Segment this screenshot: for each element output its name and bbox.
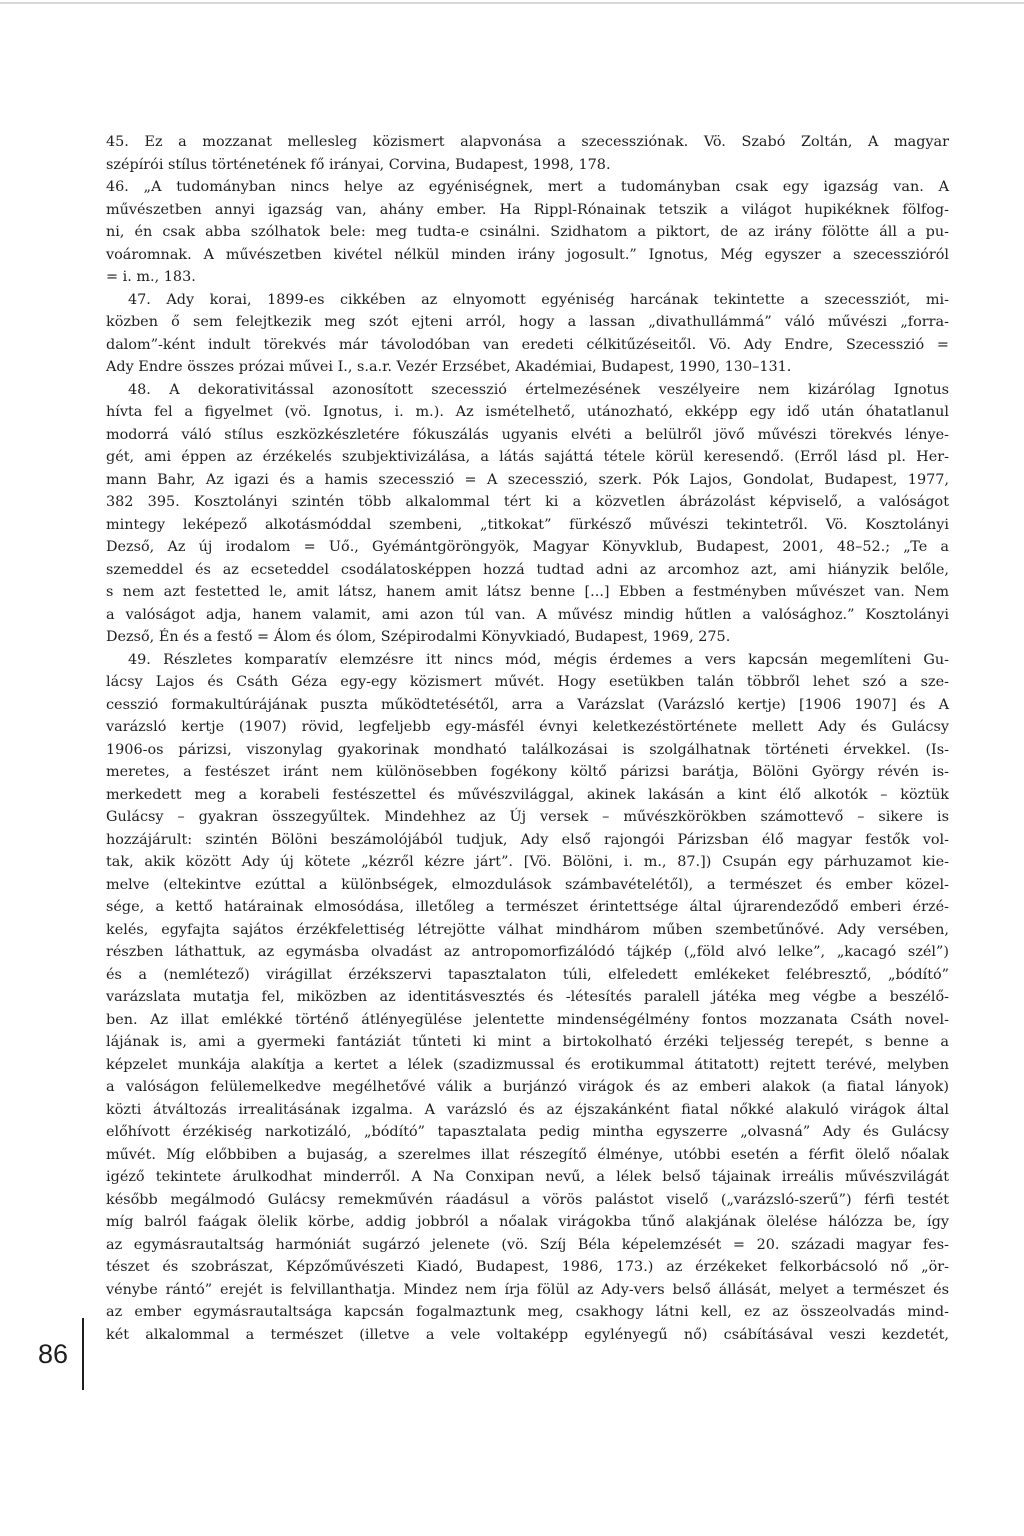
text-line: művészetben annyi igazság van, ahány ember. Ha Rippl-Rónainak tetszik a világot hupikéknek fölfog- bbox=[106, 201, 949, 218]
text-line: varázsló kertje (1907) rövid, legfeljebb egy-másfél évnyi keletkezéstörténete mellett Ady és Gulácsy bbox=[106, 719, 949, 735]
text-line: voáromnak. A művészetben kivétel nélkül minden irány jogosult.” Ignotus, Még egyszer a szecesszióról bbox=[106, 246, 949, 263]
text-line: dalom”-ként indult törekvés már távolodóban van eredeti célkitűzéseitől. Vö. Ady Endre, Szecesszió = bbox=[106, 336, 949, 353]
text-line: melve (eltekintve ezúttal a különbségek, elmozdulások számbavételétől), a természet és ember közel- bbox=[106, 876, 949, 893]
text-line: 46. „A tudományban nincs helye az egyéniségnek, mert a tudományban csak egy igazság van. A bbox=[106, 179, 949, 195]
text-line: közti átváltozás irrealitásának izgalma. A varázsló és az éjszakánként fiatal nőkké alakuló virágok által bbox=[106, 1101, 949, 1118]
text-line: képzelet munkája alakítja a kertet a lélek (szadizmussal és erotikummal átitatott) rejtett terévé, melyben bbox=[106, 1056, 949, 1073]
text-line: 382 395. Kosztolányi szintén több alkalommal tért ki a közvetlen ábrázolást képviselő, a valóságot bbox=[106, 494, 949, 510]
text-line: varázslata mutatja fel, miközben az identitásvesztés és -létesítés paralell játéka meg végbe a beszélő- bbox=[106, 989, 949, 1005]
text-line: ni, én csak abba szólhatok bele: meg tudta-e csinálni. Szidhatom a piktort, de az irány fölötte áll a pu- bbox=[106, 224, 949, 240]
text-line: az egymásrautaltság harmóniát sugárzó jelenete (vö. Szíj Béla képelemzését = 20. századi magyar fes- bbox=[106, 1236, 949, 1253]
text-line: mann Bahr, Az igazi és a hamis szecesszió = A szecesszió, szerk. Pók Lajos, Gondolat, Budapest, 1977, bbox=[106, 471, 949, 488]
text-line: ben. Az illat emlékké történő átlényegülése jelentette mindenségélmény fontos mozzanata Csáth novel- bbox=[106, 1011, 949, 1028]
text-line: vénybe rántó” erejét is felvillanthatja. Mindez nem írja fölül az Ady-vers belső állását, melyet a természet és bbox=[106, 1281, 949, 1298]
text-line: lájának is, ami a gyermeki fantáziát tűnteti ki mint a birtokolható érzéki teljesség terepét, s benne a bbox=[106, 1034, 949, 1050]
text-line: gét, ami éppen az érzékelés szubjektivizálása, a látás sajáttá tétele körül keresendő. (Erről lásd pl. Her- bbox=[106, 449, 949, 465]
text-line: cesszió formakultúrájának puszta működtetésétől, arra a Varázslat (Varázsló kertje) [1906 1907] és A bbox=[106, 696, 949, 713]
text-line: kelés, egyfajta sajátos érzékfelettiség létrejötte válhat mindhárom műben szembetűnővé. Ady versében, bbox=[106, 921, 949, 938]
text-line: és a (nemlétező) virágillat érzékszervi tapasztalaton túli, elfeledett emlékeket felébresztő, „bódító” bbox=[106, 966, 949, 983]
text-line: lácsy Lajos és Csáth Géza egy-egy közismert művét. Hogy esetükben talán többről lehet szó a sze- bbox=[106, 674, 949, 690]
text-line: előhívott érzékiség narkotizáló, „bódító” tapasztalata pedig mintha egyszerre „olvasná” Ady és Gulácsy bbox=[106, 1124, 949, 1140]
text-line: szépírói stílus történetének fő irányai, Corvina, Budapest, 1998, 178. bbox=[106, 156, 611, 173]
page-number: 86 bbox=[37, 1339, 69, 1369]
footnotes-text bbox=[106, 131, 949, 1369]
text-line: később megálmodó Gulácsy remekművén ráadásul a vörös palástot viselő („varázsló-szerű”) férfi testét bbox=[106, 1191, 949, 1208]
text-line: közben ő sem felejtkezik meg szót ejteni arról, hogy a lassan „divathullámmá” váló művészi „forra- bbox=[106, 314, 949, 330]
text-line: hívta fel a figyelmet (vö. Ignotus, i. m.). Az ismételhető, utánozható, ekképp egy idő után óhatatlanul bbox=[106, 404, 949, 420]
text-line: míg balról faágak ölelik körbe, addig jobbról a nőalak virágokba tűnő alakjának ölelése hálózza be, így bbox=[106, 1214, 949, 1230]
text-line: meretes, a festészet iránt nem különösebben fogékony költő párizsi barátja, Bölöni György révén is- bbox=[106, 764, 949, 780]
text-line: 48. A dekorativitással azonosított szecesszió értelmezésének veszélyeire nem kizárólag Ignotus bbox=[128, 381, 949, 398]
text-line bbox=[106, 1346, 949, 1369]
text-line: hozzájárult: szintén Bölöni beszámolójából tudjuk, Ady első rajongói Párizsban élő magyar festők vol- bbox=[106, 831, 949, 848]
text-line: részben láthattuk, az egymásba olvadást az antropomorfizálódó tájkép („föld alvó lelke”, „kacagó szél”) bbox=[106, 944, 949, 960]
text-line: igéző tekintete árulkodhat minderről. A Na Conxipan nevű, a lélek belső tájainak irreális művészvilágát bbox=[106, 1169, 949, 1185]
text-line: s nem azt festetted le, amit látsz, hanem amit látsz benne [...] Ebben a festményben művészet van. Nem bbox=[106, 584, 949, 600]
text-line: tészet és szobrászat, Képzőművészeti Kiadó, Budapest, 1986, 173.) az érzékeket felkorbácsoló nő „ör- bbox=[106, 1259, 949, 1275]
text-line: Dezső, Én és a festő = Álom és ólom, Szépirodalmi Könyvkiadó, Budapest, 1969, 275. bbox=[106, 629, 731, 645]
text-line: modorrá váló stílus eszközkészletére fókuszálás ugyanis elvéti a belülről jövő művészi törekvés lénye- bbox=[106, 426, 949, 443]
text-line: Gulácsy – gyakran összegyűltek. Mindehhez az Új versek – művészkörökben számottevő – sikere is bbox=[106, 809, 949, 825]
page-number-rule bbox=[82, 1318, 84, 1390]
text-line: az ember egymásrautaltsága kapcsán fogalmaztunk meg, csakhogy látni kell, ez az összeolvadás mind- bbox=[106, 1304, 949, 1320]
text-line: mintegy leképező alkotásmóddal szembeni, „titkokat” fürkésző művészi tekintetről. Vö. Kosztolányi bbox=[106, 516, 949, 533]
text-line: 49. Részletes komparatív elemzésre itt nincs mód, mégis érdemes a vers kapcsán megemlíteni Gu- bbox=[128, 651, 949, 668]
text-line: Dezső, Az új irodalom = Uő., Gyémántgöröngyök, Magyar Könyvklub, Budapest, 2001, 48–52.; „Te a bbox=[106, 539, 949, 555]
text-line: a valóságot adja, hanem valamit, ami azon túl van. A művész mindig hűtlen a valósághoz.” Kosztolányi bbox=[106, 606, 949, 623]
text-line: sége, a kettő határainak elmosódása, illetőleg a természet érintettsége által újrarendeződő emberi érzé- bbox=[106, 899, 949, 915]
text-line: szemeddel és az ecseteddel csodálatosképpen hozzá tudtad adni az arcomhoz azt, ami hiányzik belőle, bbox=[106, 561, 949, 578]
text-line: 1906-os párizsi, viszonylag gyakorinak mondható találkozásai is szolgálhatnak történeti érvekkel. (Is- bbox=[106, 741, 949, 758]
text-line: merkedett meg a korabeli festészettel és művészvilággal, akinek lakásán a kint élő alkotók – köztük bbox=[106, 786, 949, 803]
text-line: a valóságon felülemelkedve megélhetővé válik a burjánzó virágok és az emberi alakok (a fiatal lányok) bbox=[106, 1079, 949, 1095]
text-line: tak, akik között Ady új kötete „kézről kézre járt”. [Vö. Bölöni, i. m., 87.]) Csupán egy párhuzamot kie- bbox=[106, 854, 949, 870]
text-line: 45. Ez a mozzanat mellesleg közismert alapvonása a szecessziónak. Vö. Szabó Zoltán, A magyar bbox=[106, 134, 949, 150]
text-line: művét. Míg előbbiben a bujaság, a szerelmes illat részegítő élménye, utóbbi esetén a férfit ölelő nőalak bbox=[106, 1146, 949, 1163]
text-line: = i. m., 183. bbox=[106, 269, 196, 285]
top-edge-rule bbox=[0, 2, 1024, 4]
text-line: 47. Ady korai, 1899-es cikkében az elnyomott egyéniség harcának tekintette a szecessziót, mi- bbox=[128, 291, 949, 308]
text-line: két alkalommal a természet (illetve a vele voltaképp egylényegű nő) csábításával veszi kezdetét, bbox=[106, 1326, 949, 1343]
text-line: Ady Endre összes prózai művei I., s.a.r. Vezér Erzsébet, Akadémiai, Budapest, 1990, 130–131. bbox=[106, 359, 792, 375]
